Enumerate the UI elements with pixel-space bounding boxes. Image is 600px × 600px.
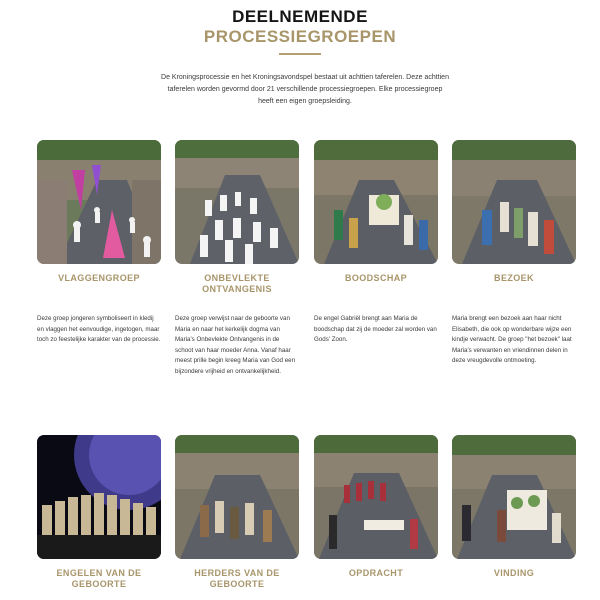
group-card-vinding[interactable] xyxy=(452,435,576,579)
group-card-herders-van-de-geboorte[interactable] xyxy=(175,435,299,590)
title-divider xyxy=(279,53,321,55)
group-photo[interactable] xyxy=(175,140,299,264)
group-photo[interactable] xyxy=(314,140,438,264)
group-photo[interactable] xyxy=(175,435,299,559)
group-photo[interactable] xyxy=(452,140,576,264)
group-photo[interactable] xyxy=(37,140,161,264)
intro-text: De Kroningsprocessie en het Kroningsavondspel bestaat uit achttien taferelen. Deze achttien taferelen worden gevormd door 21 verschillende processiegroepen. Elke processiegroep heeft een eigen groepsleiding. xyxy=(161,74,449,105)
group-label[interactable]: BEZOEK xyxy=(494,273,534,283)
page-title-line2: PROCESSIEGROEPEN xyxy=(203,27,397,46)
group-photo[interactable] xyxy=(314,435,438,559)
group-label[interactable]: VINDING xyxy=(493,568,535,578)
group-label[interactable]: HERDERS VAN DE GEBOORTE xyxy=(194,568,280,589)
group-card-engelen-van-de-geboorte[interactable] xyxy=(37,435,161,590)
group-card-opdracht[interactable] xyxy=(314,435,438,579)
group-label[interactable]: VLAGGENGROEP xyxy=(58,273,140,283)
group-label[interactable]: ONBEVLEKTE ONTVANGENIS xyxy=(202,273,272,294)
group-card-boodschap[interactable] xyxy=(314,140,438,284)
group-card-bezoek[interactable] xyxy=(452,140,576,284)
group-description: Deze groep jongeren symboliseert in kledij en vlaggen het eenvoudige, ingetogen, maar toch zo feestelijke karakter van de processie. xyxy=(37,315,161,343)
group-description: Maria brengt een bezoek aan haar nicht Elisabeth, die ook op wonderbare wijze een kindje verwacht. De groep "het bezoek" laat Maria's verwanten en vriendinnen delen in deze vreugdevolle ontmoeting. xyxy=(452,315,572,364)
group-card-vlaggengroep[interactable] xyxy=(37,140,161,284)
group-card-onbevlekte-ontvangenis[interactable] xyxy=(175,140,299,295)
group-label[interactable]: BOODSCHAP xyxy=(344,273,408,283)
group-photo[interactable] xyxy=(452,435,576,559)
group-photo[interactable] xyxy=(37,435,161,559)
group-label[interactable]: OPDRACHT xyxy=(348,568,404,578)
group-label[interactable]: ENGELEN VAN DE GEBOORTE xyxy=(56,568,142,589)
group-description: De engel Gabriël brengt aan Maria de boodschap dat zij de moeder zal worden van Gods' Zoon. xyxy=(314,315,437,343)
group-description: Deze groep verwijst naar de geboorte van Maria en naar het kerkelijk dogma van Maria's Onbevlekte Ontvangenis in de schoot van haar moeder Anna. Vanaf haar meest prille begin kreeg Maria van God een bijzondere vrijheid en ontvankelijkheid. xyxy=(175,315,296,375)
page-title-line1: DEELNEMENDE xyxy=(232,7,368,26)
